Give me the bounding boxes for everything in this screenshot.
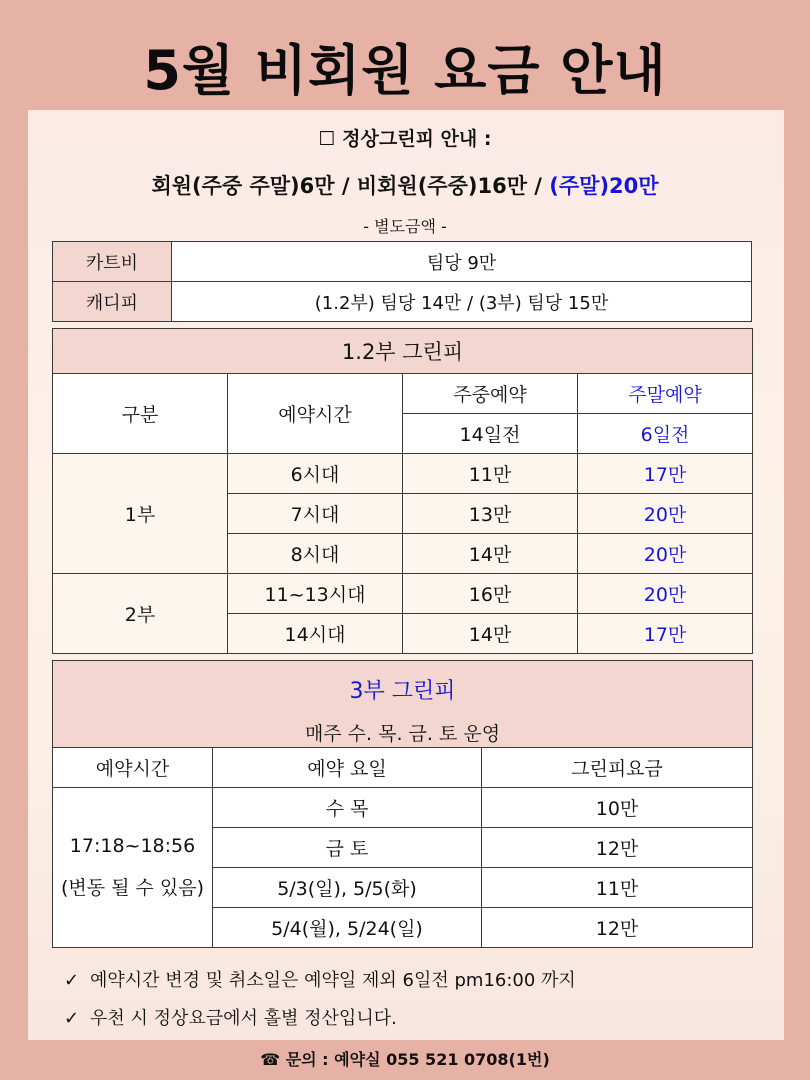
green3-time-value: 17:18~18:56 [69,835,196,857]
weekday-header: 주중예약 [403,374,578,414]
table-row [53,788,753,828]
weekend-fee: 17만 [578,454,753,494]
time-cell: 14시대 [228,614,403,654]
extra-heading: - 별도금액 - [363,217,447,236]
time-cell: 11~13시대 [228,574,403,614]
fee-cell: 12만 [482,908,753,948]
check-icon: ✓ [64,970,80,991]
green3-title: 3부 그린피 [53,661,753,718]
table-row [53,454,753,494]
weekday-fee: 14만 [403,534,578,574]
part1-label: 1부 [53,454,228,574]
note-text: 우천 시 정상요금에서 홀별 정산입니다. [90,1008,397,1029]
day-cell: 5/4(월), 5/24(일) [213,908,482,948]
weekend-fee: 20만 [578,534,753,574]
weekend-header: 주말예약 [578,374,753,414]
note-item [64,966,576,992]
fee-header: 그린피요금 [482,748,753,788]
weekday-fee: 14만 [403,614,578,654]
table-row [53,661,753,718]
weekday-advance: 14일전 [403,414,578,454]
fee-cell: 10만 [482,788,753,828]
note-text: 예약시간 변경 및 취소일은 예약일 제외 6일전 pm16:00 까지 [90,970,576,991]
cart-fee-label: 카트비 [53,242,172,282]
info-heading: ☐ 정상그린피 안내 : [318,128,492,150]
page-title: 5월 비회원 요금 안내 [143,39,667,102]
caddie-fee-value: (1.2부) 팀당 14만 / (3부) 팀당 15만 [172,282,752,322]
day-cell: 수 목 [213,788,482,828]
weekday-fee: 16만 [403,574,578,614]
part2-label: 2부 [53,574,228,654]
weekend-advance: 6일전 [578,414,753,454]
weekend-fee: 20만 [578,494,753,534]
note-item [64,1004,397,1030]
day-cell: 5/3(일), 5/5(화) [213,868,482,908]
fee-cell: 12만 [482,828,753,868]
rates-summary [0,170,810,200]
weekend-fee: 17만 [578,614,753,654]
rates-main: 회원(주중 주말)6만 / 비회원(주중)16만 / [151,174,550,198]
fee-cell: 11만 [482,868,753,908]
day-cell: 금 토 [213,828,482,868]
time-cell: 7시대 [228,494,403,534]
weekday-fee: 11만 [403,454,578,494]
table-row [53,717,753,748]
time-cell: 8시대 [228,534,403,574]
division-header: 구분 [53,374,228,454]
table-row [53,329,753,374]
green3-time-cell [53,788,213,948]
green-fee-12-table [52,328,753,654]
rates-weekend: (주말)20만 [549,174,659,198]
time-header: 예약시간 [228,374,403,454]
table-row [53,748,753,788]
green3-time-note: (변동 될 수 있음) [60,877,205,899]
weekday-fee: 13만 [403,494,578,534]
cart-fee-value: 팀당 9만 [172,242,752,282]
contact-footer: ☎ 문의 : 예약실 055 521 0708(1번) [260,1050,550,1069]
green3-subtitle: 매주 수. 목. 금. 토 운영 [53,717,753,748]
extras-table [52,241,752,322]
caddie-fee-label: 캐디피 [53,282,172,322]
table-row [53,242,752,282]
day-header: 예약 요일 [213,748,482,788]
green-fee-3-table [52,660,753,948]
check-icon: ✓ [64,1008,80,1029]
table-row [53,282,752,322]
time-header: 예약시간 [53,748,213,788]
weekend-fee: 20만 [578,574,753,614]
time-cell: 6시대 [228,454,403,494]
table-row [53,574,753,614]
table-row [53,374,753,414]
green12-title: 1.2부 그린피 [53,329,753,374]
